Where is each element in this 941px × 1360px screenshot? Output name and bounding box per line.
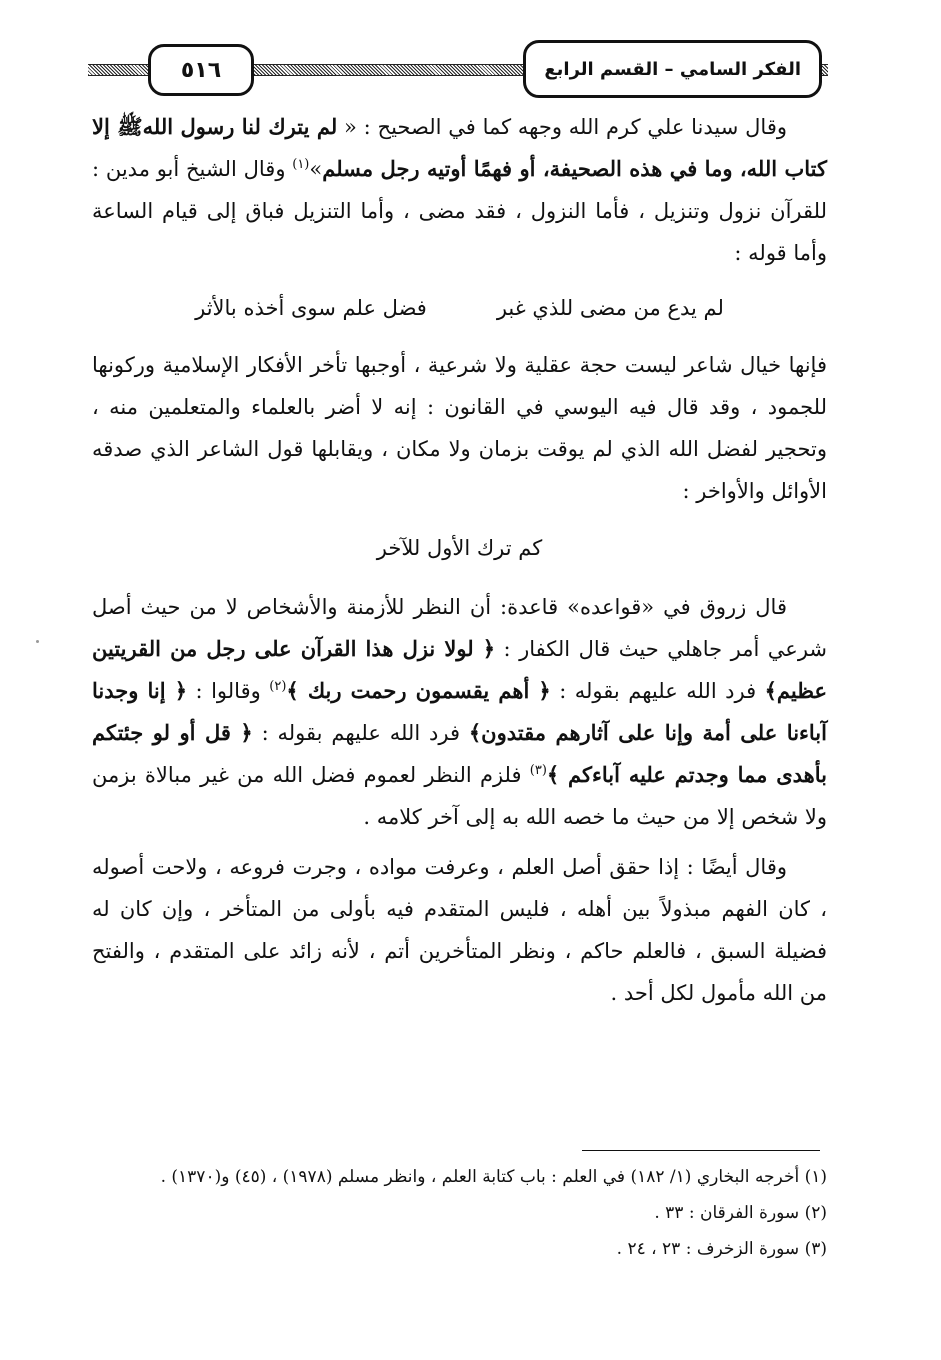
hadith-quote: لم يترك لنا رسول اللهﷺ إلا كتاب الله، وما في هذه الصحيفة، أو فهمًا أوتيه رجل مسلم xyxy=(92,114,827,181)
footnote-ref-3[interactable]: (٣) xyxy=(529,763,547,778)
quran-quote: ﴿ لولا نزل هذا القرآن على رجل من القريتين عظيم﴾ xyxy=(92,636,827,703)
footnotes xyxy=(92,1160,827,1266)
paragraph-zarruq xyxy=(92,586,827,838)
text-run: » xyxy=(309,157,323,181)
footnote-ref-1[interactable]: (١) xyxy=(292,157,310,172)
footnote-2: (٢) سورة الفرقان : ٣٣ . xyxy=(654,1203,827,1223)
paragraph-refutation: فإنها خيال شاعر ليست حجة عقلية ولا شرعية ، أوجبها تأخر الأفكار الإسلامية وركونها للجمود ، وقد قال فيه اليوسي في القانون : إنه لا أضر بالعلماء والمتعلمين منه ، وتحجير لفضل الله الذي لم يوقت بزمان ولا مكان ، ويقابلها قول الشاعر الذي صدقه الأوائل والأواخر : xyxy=(92,353,827,503)
verse-line: كم ترك الأول للآخر xyxy=(376,536,543,560)
paragraph-also-said: وقال أيضًا : إذا حقق أصل العلم ، وعرفت مواده ، وجرت فروعه ، ولاحت أصوله ، كان الفهم مبذولاً بين أهله ، فليس المتقدم فيه بأولى من المتأخر ، وإن كان له فضيلة السبق ، فالعلم حاكم ، ونظر المتأخرين أتم ، لأنه زائد على المتقدم ، والفتح من الله مأمول لكل أحد . xyxy=(92,855,827,1005)
footnote-1: (١) أخرجه البخاري (١/ ١٨٢) في العلم : باب كتابة العلم ، وانظر مسلم (١٩٧٨) ، (٤٥) و(١٣٧٠) . xyxy=(160,1167,827,1187)
text-run: فرد الله عليهم بقوله : xyxy=(550,679,765,703)
text-run: قال زروق في «قواعده» قاعدة: أن النظر للأزمنة والأشخاص لا من حيث أصل شرعي أمر جاهلي حيث قال الكفار : xyxy=(92,595,827,661)
text-run: فرد الله عليهم بقوله : xyxy=(252,721,469,745)
poem-verse xyxy=(92,286,827,330)
poem-line xyxy=(92,526,827,570)
header-title: الفكر السامي – القسم الرابع xyxy=(523,40,822,98)
text-run: فلزم النظر لعموم فضل الله من غير مبالاة بزمن ولا شخص إلا من حيث ما خصه الله به إلى آخر كلامه . xyxy=(92,763,827,829)
page-number: ٥١٦ xyxy=(148,44,254,96)
verse-first-hemistich: لم يدع من مضى للذي غبر xyxy=(496,296,724,320)
main-text xyxy=(92,106,827,1014)
quran-quote: ﴿ أهم يقسمون رحمت ربك ﴾ xyxy=(286,678,551,703)
quran-quote: ﴿ إنا وجدنا آباءنا على أمة وإنا على آثارهم مقتدون﴾ xyxy=(92,678,827,745)
paragraph-ali-quote xyxy=(92,106,827,274)
scan-speck xyxy=(36,640,39,643)
footnote-ref-2[interactable]: (٢) xyxy=(269,679,287,694)
quran-quote: ﴿ قل أو لو جئتكم بأهدى مما وجدتم عليه آباءكم ﴾ xyxy=(92,720,827,787)
running-header xyxy=(88,40,828,96)
footnote-3: (٣) سورة الزخرف : ٢٣ ، ٢٤ . xyxy=(616,1239,827,1259)
verse-second-hemistich: فضل علم سوى أخذه بالأثر xyxy=(195,296,427,320)
text-run: وقالوا : xyxy=(187,679,270,703)
footnote-separator xyxy=(582,1150,820,1151)
text-run: وقال الشيخ أبو مدين : للقرآن نزول وتنزيل ، فأما النزول ، فقد مضى ، وأما التنزيل فباق إلى قيام الساعة وأما قوله : xyxy=(92,157,827,265)
text-run: وقال سيدنا علي كرم الله وجهه كما في الصحيح : « xyxy=(337,115,787,139)
